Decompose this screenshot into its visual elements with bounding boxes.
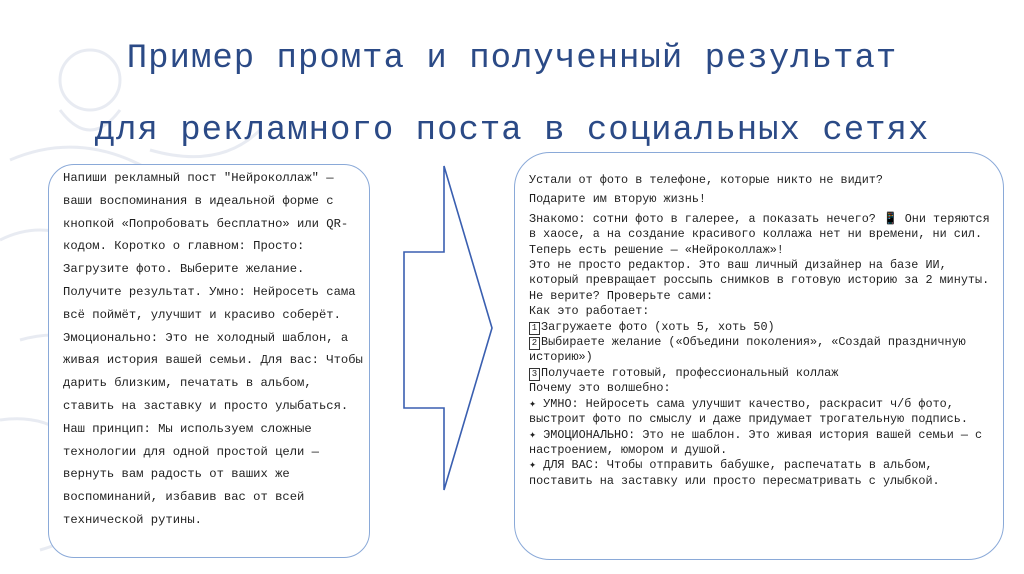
bullet-label: УМНО: Нейросеть сама улучшит качество, раскрасит ч/б фото, выстроит фото по смыслу и даже придумает трогательную подпись.: [529, 396, 968, 427]
result-line: Знакомо: сотни фото в галерее, а показать нечего? 📱 Они теряются в хаосе, а на создание красивого коллажа нет ни времени, ни сил.: [529, 211, 990, 242]
result-line: Как это работает:: [529, 304, 650, 319]
sparkle-icon: ✦: [529, 396, 537, 411]
page-title-line-2: для рекламного поста в социальных сетях: [94, 112, 930, 150]
result-box: [514, 152, 1004, 560]
step-label: Выбираете желание («Объедини поколения», «Создай праздничную историю»): [529, 335, 966, 365]
bullet-item: [529, 397, 999, 428]
step-number-icon: 2: [529, 337, 540, 350]
step-item: [529, 366, 999, 381]
prompt-box: [48, 164, 370, 558]
sparkle-icon: ✦: [529, 427, 537, 442]
step-item: [529, 320, 999, 335]
result-line: Почему это волшебно:: [529, 381, 671, 396]
bullet-label: ДЛЯ ВАС: Чтобы отправить бабушке, распечатать в альбом, поставить на заставку или просто пересматривать с улыбкой.: [529, 458, 940, 488]
result-line: Устали от фото в телефоне, которые никто не видит?: [529, 173, 883, 187]
step-item: [529, 335, 999, 366]
step-label: Загружаете фото (хоть 5, хоть 50): [541, 319, 775, 334]
bullet-item: [529, 458, 999, 489]
step-number-icon: 1: [529, 322, 540, 335]
step-label: Получаете готовый, профессиональный коллаж: [541, 365, 839, 380]
prompt-text: Напиши рекламный пост "Нейроколлаж" — ваши воспоминания в идеальной форме с кнопкой «Попробовать бесплатно» или QR-кодом. Коротко о главном: Просто: Загрузите фото. Выберите желание. Получите результат. Умно: Нейросеть сама всё поймёт, улучшит и красиво соберёт. Эмоционально: Это не холодный шаблон, а живая история вашей семьи. Для вас: Чтобы дарить близким, печатать в альбом, ставить на заставку и просто улыбаться. Наш принцип: Мы используем сложные технологии для одной простой цели — вернуть вам радость от ваших же воспоминаний, избавив вас от всей технической рутины.: [63, 171, 363, 527]
step-number-icon: 3: [529, 368, 540, 381]
page-title-line-1: Пример промта и полученный результат: [126, 40, 898, 78]
bullet-label: ЭМОЦИОНАЛЬНО: Это не шаблон. Это живая история вашей семьи — с настроением, юмором и душой.: [529, 427, 983, 457]
result-text: [529, 173, 999, 489]
sparkle-icon: ✦: [529, 458, 537, 473]
result-line: Подарите им вторую жизнь!: [529, 192, 706, 207]
bullet-item: [529, 428, 999, 459]
result-line: Это не просто редактор. Это ваш личный дизайнер на базе ИИ, который превращает россыпь снимков в готовую историю за 2 минуты. Не верите? Проверьте сами:: [529, 258, 990, 303]
right-arrow-icon: [400, 158, 500, 498]
result-line: Теперь есть решение — «Нейроколлаж»!: [529, 242, 784, 257]
